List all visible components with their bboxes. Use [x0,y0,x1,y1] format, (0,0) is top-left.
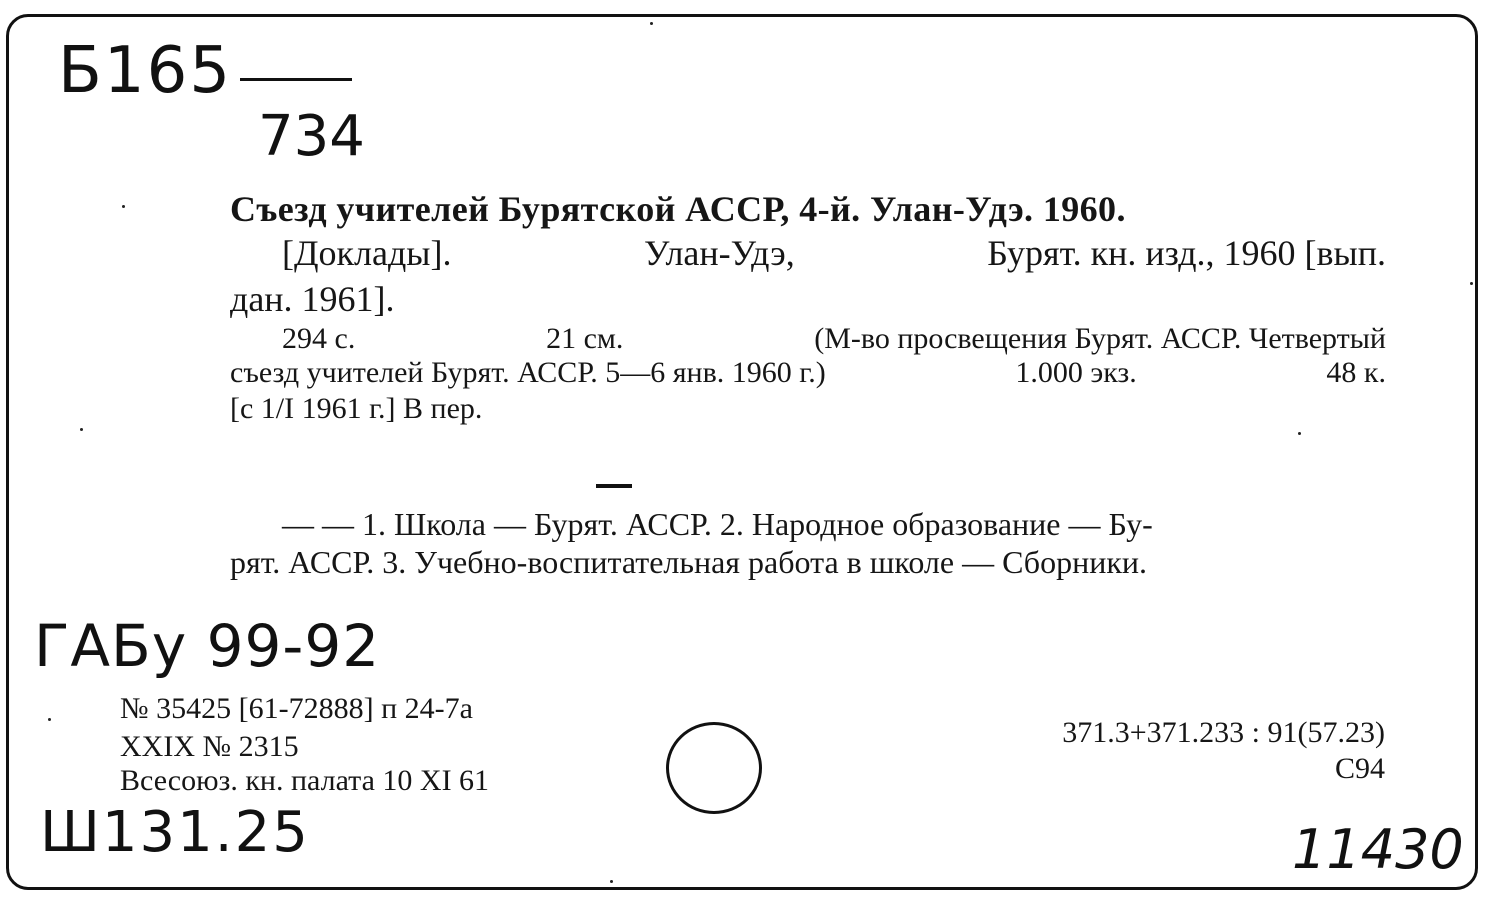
separator-dash [596,484,632,488]
speck [48,718,51,721]
speck [610,880,613,883]
imprint-title: [Доклады]. [282,233,452,273]
physical-line-1 [282,322,1386,356]
physical-line-2 [230,356,1386,390]
handwritten-shelf-mark: Ш131.25 [40,800,310,865]
volume-number: XXIX № 2315 [120,730,299,763]
card-hole [666,722,762,814]
series-note: (М-во просвещения Бурят. АССР. Четвертый [814,322,1386,355]
price: 48 к. [1326,356,1386,389]
handwritten-archive-number: ГАБу 99-92 [34,612,381,680]
physical-line-3: [с 1/I 1961 г.] В пер. [230,392,483,425]
speck [650,22,653,25]
handwritten-underline [240,78,352,81]
subjects-line-1: — — 1. Школа — Бурят. АССР. 2. Народное образование — Бу- [282,506,1153,542]
handwritten-sub-code: 734 [258,104,365,169]
series-note-cont: съезд учителей Бурят. АССР. 5—6 янв. 1960 г.) [230,356,826,389]
imprint-publisher: Бурят. кн. изд., 1960 [вып. [987,233,1386,273]
registration-number: № 35425 [61-72888] п 24-7а [120,692,473,725]
handwritten-top-code: Б165 [58,34,233,108]
speck [1298,432,1301,435]
imprint-line [282,232,1386,274]
classification-code: 371.3+371.233 : 91(57.23) [1062,716,1385,749]
author-mark: С94 [1334,752,1385,785]
speck [122,205,125,208]
page-count: 294 с. [282,322,356,355]
chamber-stamp: Всесоюз. кн. палата 10 XI 61 [120,764,490,797]
speck [80,428,83,431]
handwritten-corner-number: 11430 [1292,818,1464,881]
imprint-place: Улан-Удэ, [644,233,795,273]
print-run: 1.000 экз. [1015,356,1137,389]
speck [1470,282,1473,285]
book-size: 21 см. [546,322,624,355]
subjects-line-2: рят. АССР. 3. Учебно-воспитательная работа в школе — Сборники. [230,544,1147,580]
card-heading: Съезд учителей Бурятской АССР, 4-й. Улан-Удэ. 1960. [230,189,1126,229]
imprint-date: дан. 1961]. [230,279,395,319]
